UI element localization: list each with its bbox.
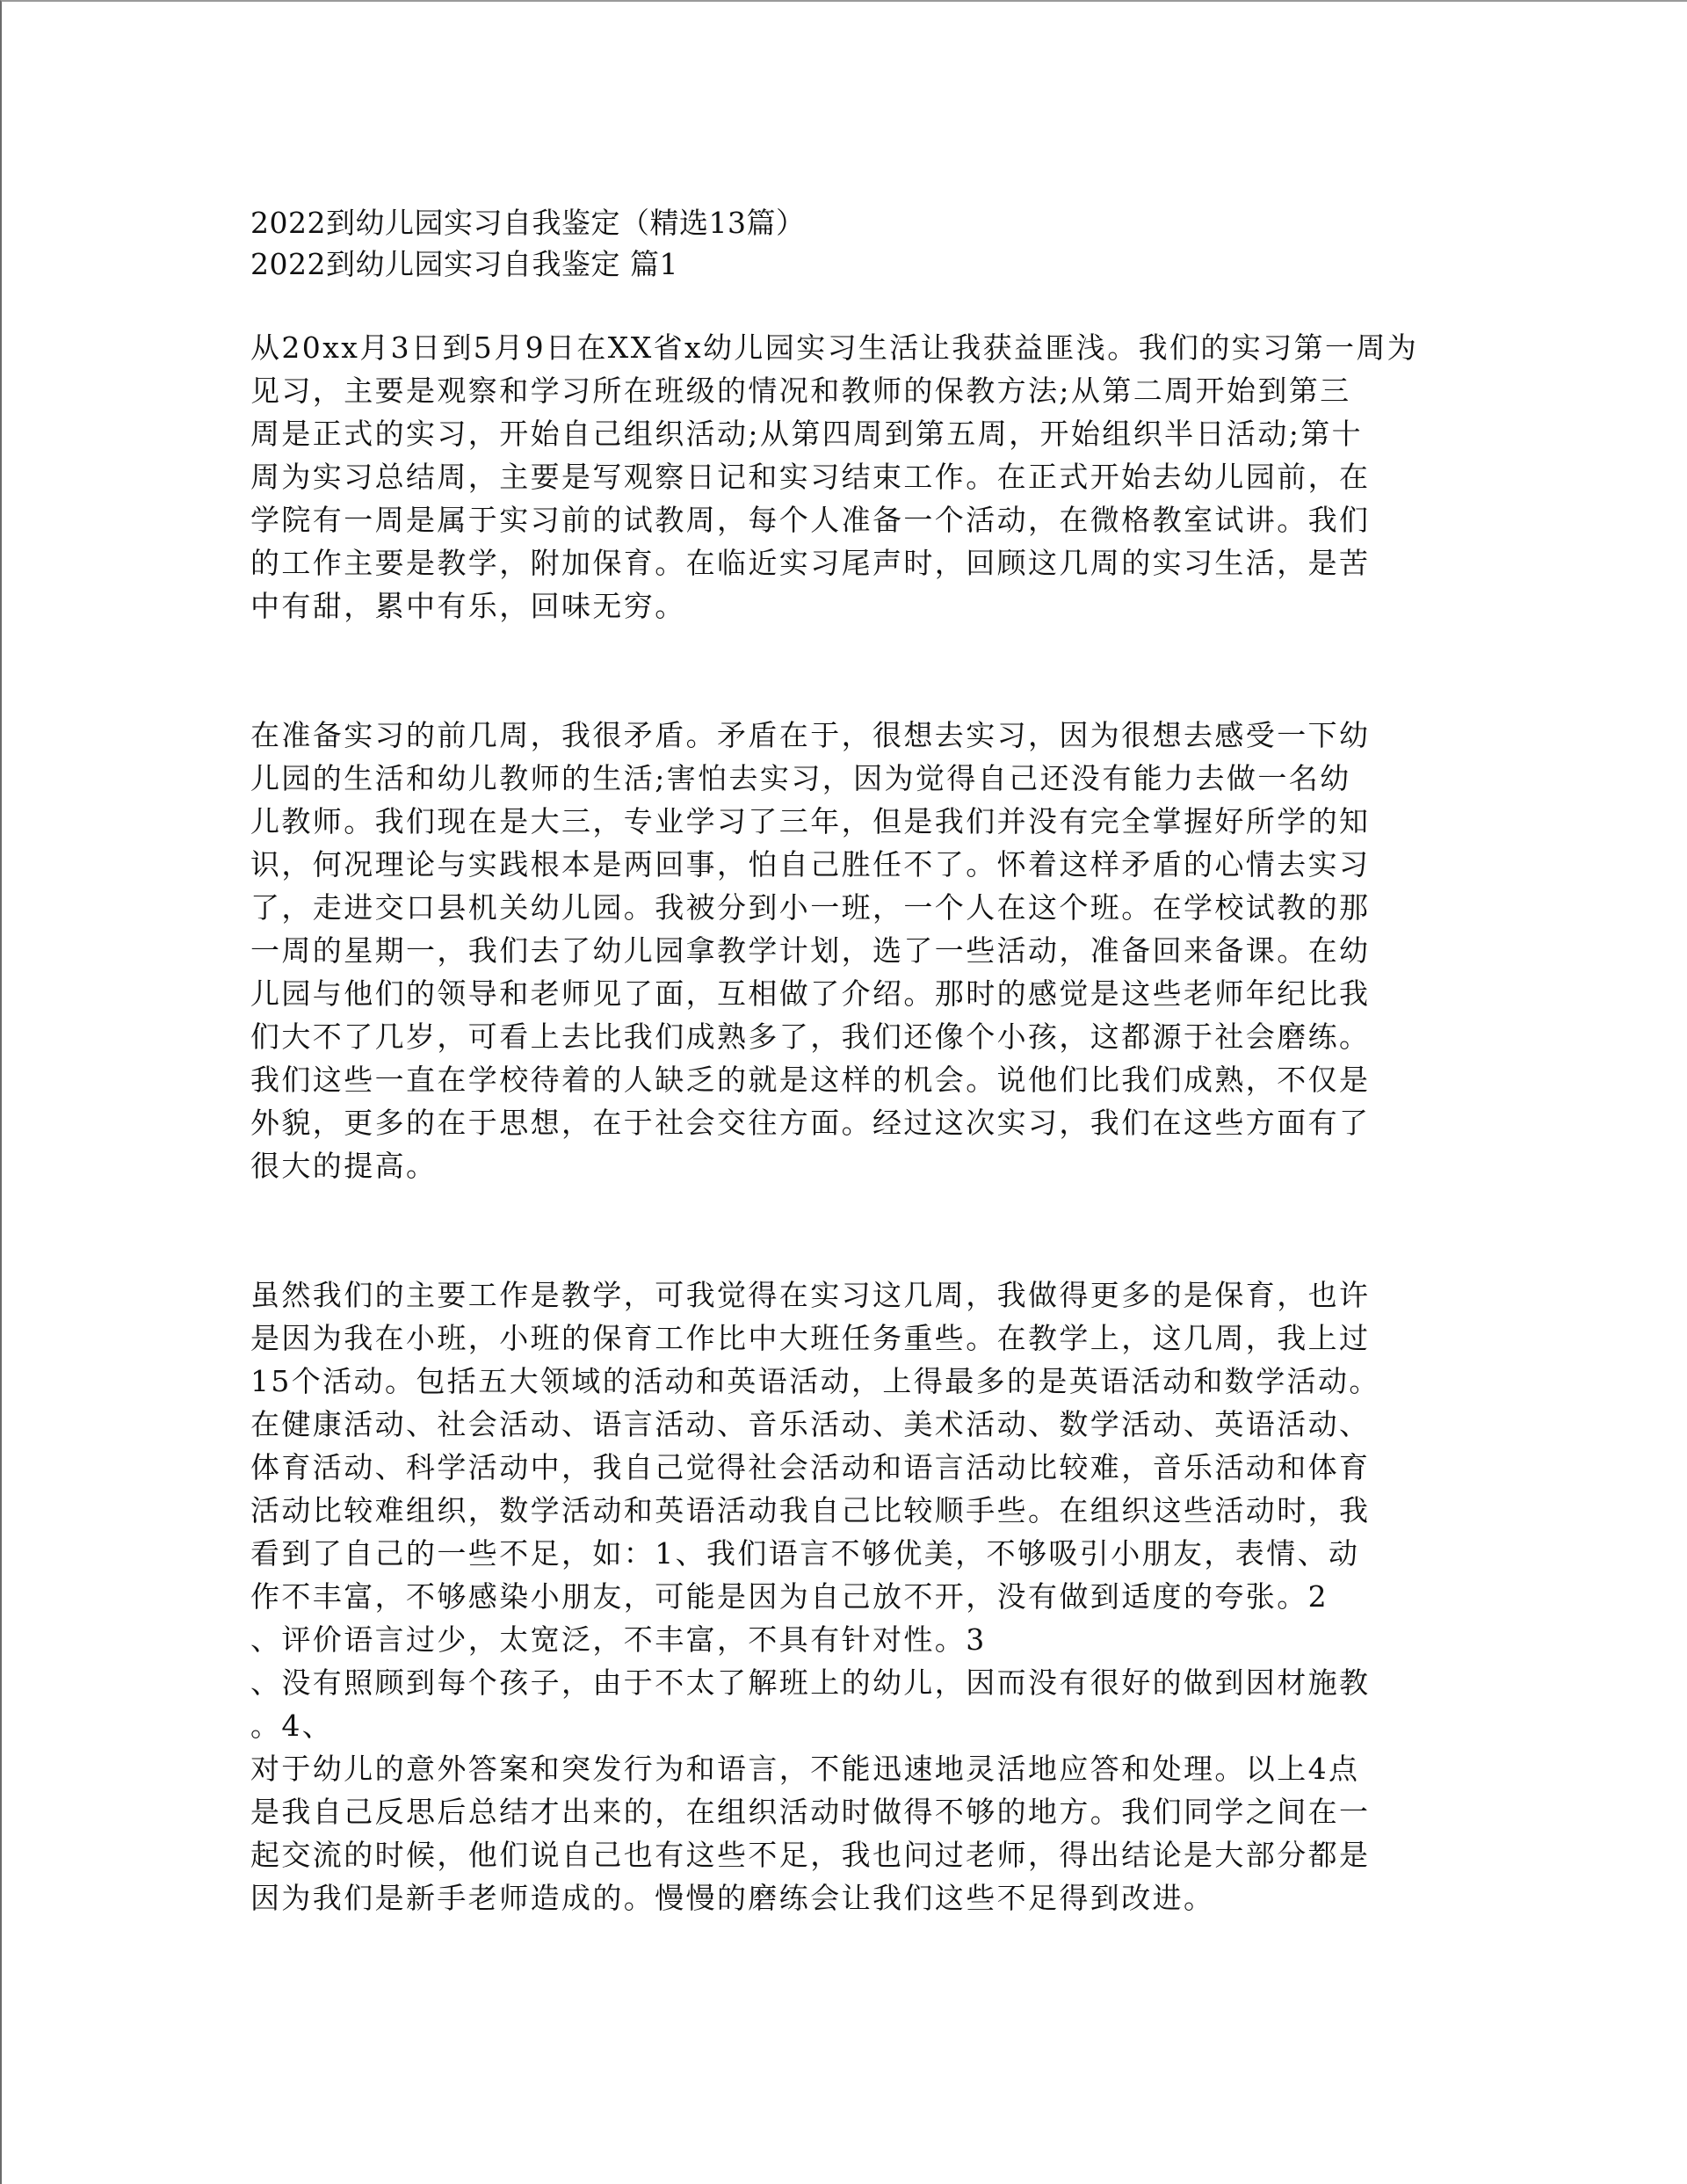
text-line: 对于幼儿的意外答案和突发行为和语言，不能迅速地灵活地应答和处理。以上4点 <box>250 1752 1360 1786</box>
text-line: 儿园的生活和幼儿教师的生活;害怕去实习，因为觉得自己还没有能力去做一名幼 <box>250 761 1351 795</box>
text-line: 在准备实习的前几周，我很矛盾。矛盾在于，很想去实习，因为很想去感受一下幼 <box>250 718 1371 752</box>
text-line: 从20xx月3日到5月9日在XX省x幼儿园实习生活让我获益匪浅。我们的实习第一周为 <box>250 330 1419 365</box>
text-line: 15个活动。包括五大领域的活动和英语活动，上得最多的是英语活动和数学活动。 <box>250 1364 1380 1398</box>
text-line: 是我自己反思后总结才出来的，在组织活动时做得不够的地方。我们同学之间在一 <box>250 1795 1371 1829</box>
text-line: 因为我们是新手老师造成的。慢慢的磨练会让我们这些不足得到改进。 <box>250 1881 1215 1915</box>
text-line: 一周的星期一，我们去了幼儿园拿教学计划，选了一些活动，准备回来备课。在幼 <box>250 933 1371 968</box>
document-body <box>250 202 1445 1919</box>
text-line: 作不丰富，不够感染小朋友，可能是因为自己放不开，没有做到适度的夸张。2 <box>250 1579 1329 1614</box>
text-line: 识，何况理论与实践根本是两回事，怕自己胜任不了。怀着这样矛盾的心情去实习 <box>250 847 1371 882</box>
document-subtitle: 2022到幼儿园实习自我鉴定 篇1 <box>250 247 678 281</box>
document-title: 2022到幼儿园实习自我鉴定（精选13篇） <box>250 206 806 240</box>
spacer <box>250 628 1445 714</box>
text-line: 周是正式的实习，开始自己组织活动;从第四周到第五周，开始组织半日活动;第十 <box>250 417 1364 451</box>
paragraph-3 <box>250 1273 1445 1919</box>
text-line: 中有甜，累中有乐，回味无穷。 <box>250 589 686 623</box>
text-line: 了，走进交口县机关幼儿园。我被分到小一班，一个人在这个班。在学校试教的那 <box>250 890 1371 925</box>
paragraph-1 <box>250 326 1445 628</box>
text-line: 学院有一周是属于实习前的试教周，每个人准备一个活动，在微格教室试讲。我们 <box>250 503 1371 537</box>
text-line: 、评价语言过少，太宽泛，不丰富，不具有针对性。3 <box>250 1622 987 1657</box>
text-line: 见习，主要是观察和学习所在班级的情况和教师的保教方法;从第二周开始到第三 <box>250 374 1351 408</box>
text-line: 儿教师。我们现在是大三，专业学习了三年，但是我们并没有完全掌握好所学的知 <box>250 804 1371 838</box>
text-line: 、没有照顾到每个孩子，由于不太了解班上的幼儿，因而没有很好的做到因材施教 <box>250 1665 1371 1700</box>
paragraph-2 <box>250 714 1445 1187</box>
text-line: 看到了自己的一些不足，如：1、我们语言不够优美，不够吸引小朋友，表情、动 <box>250 1536 1360 1571</box>
text-line: 很大的提高。 <box>250 1149 438 1183</box>
text-line: 我们这些一直在学校待着的人缺乏的就是这样的机会。说他们比我们成熟，不仅是 <box>250 1063 1371 1097</box>
text-line: 儿园与他们的领导和老师见了面，互相做了介绍。那时的感觉是这些老师年纪比我 <box>250 976 1371 1011</box>
text-line: 的工作主要是教学，附加保育。在临近实习尾声时，回顾这几周的实习生活，是苦 <box>250 546 1371 580</box>
spacer <box>250 285 1445 326</box>
text-line: 活动比较难组织，数学活动和英语活动我自己比较顺手些。在组织这些活动时，我 <box>250 1493 1371 1527</box>
text-line: 起交流的时候，他们说自己也有这些不足，我也问过老师，得出结论是大部分都是 <box>250 1838 1371 1872</box>
text-line: 在健康活动、社会活动、语言活动、音乐活动、美术活动、数学活动、英语活动、 <box>250 1407 1371 1441</box>
text-line: 外貌，更多的在于思想，在于社会交往方面。经过这次实习，我们在这些方面有了 <box>250 1106 1371 1140</box>
text-line: 体育活动、科学活动中，我自己觉得社会活动和语言活动比较难，音乐活动和体育 <box>250 1450 1371 1484</box>
spacer <box>250 1187 1445 1273</box>
text-line: 虽然我们的主要工作是教学，可我觉得在实习这几周，我做得更多的是保育，也许 <box>250 1278 1371 1312</box>
text-line: 是因为我在小班，小班的保育工作比中大班任务重些。在教学上，这几周，我上过 <box>250 1321 1371 1355</box>
text-line: 周为实习总结周，主要是写观察日记和实习结束工作。在正式开始去幼儿园前，在 <box>250 460 1371 494</box>
text-line: 。4、 <box>250 1709 334 1743</box>
text-line: 们大不了几岁，可看上去比我们成熟多了，我们还像个小孩，这都源于社会磨练。 <box>250 1019 1371 1054</box>
